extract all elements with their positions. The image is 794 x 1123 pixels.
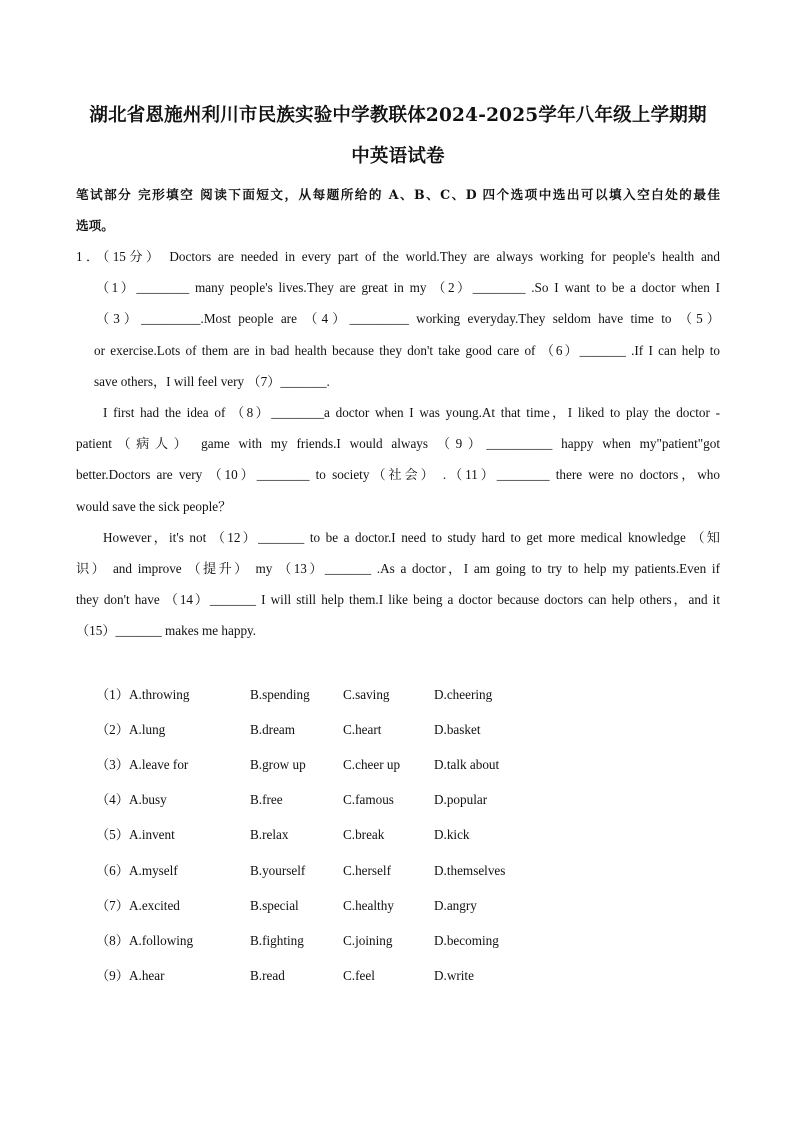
option-b[interactable]: B.fighting (250, 933, 304, 948)
question-number: （6） (96, 863, 129, 878)
option-c[interactable]: C.break (343, 827, 385, 842)
instruction-line-1: 笔试部分 完形填空 阅读下面短文，从每题所给的 A、B、C、D 四个选项中选出可以填入空白处的最佳 (76, 187, 720, 202)
option-d[interactable]: D.kick (434, 827, 470, 842)
option-d[interactable]: D.themselves (434, 863, 506, 878)
passage-line: better.Doctors are very （10）________ to society（社会） .（11）________ there were no doctors，who (76, 467, 720, 483)
option-d[interactable]: D.cheering (434, 687, 493, 702)
question-number: （1） (96, 687, 129, 702)
option-b[interactable]: B.read (250, 968, 285, 983)
passage-line: I first had the idea of （8）________a doctor when I was young.At that time，I liked to play the doctor - (103, 404, 720, 420)
question-number: （4） (96, 792, 129, 807)
passage-line: （15）_______ makes me happy. (76, 623, 257, 639)
option-a[interactable]: A.invent (129, 827, 175, 842)
passage-line: （1）________ many people's lives.They are great in my （2）________ .So I want to be a doctor when I (96, 280, 720, 296)
passage-line: 1．（15分） Doctors are needed in every part of the world.They are always working for people's health and (76, 249, 720, 264)
option-c[interactable]: C.joining (343, 933, 393, 948)
option-b[interactable]: B.spending (250, 687, 310, 702)
option-a[interactable]: A.following (129, 933, 194, 948)
option-c[interactable]: C.feel (343, 968, 375, 983)
option-c[interactable]: C.herself (343, 863, 391, 878)
option-c[interactable]: C.heart (343, 722, 382, 737)
option-b[interactable]: B.grow up (250, 757, 306, 772)
option-c[interactable]: C.famous (343, 792, 394, 807)
passage-line: they don't have （14）_______ I will still help them.I like being a doctor because doctors can help others，and it (76, 592, 720, 608)
option-d[interactable]: D.write (434, 968, 474, 983)
option-d[interactable]: D.talk about (434, 757, 500, 772)
option-a[interactable]: A.excited (129, 898, 180, 913)
option-c[interactable]: C.cheer up (343, 757, 401, 772)
option-a[interactable]: A.lung (129, 722, 166, 737)
option-d[interactable]: D.becoming (434, 933, 499, 948)
option-a[interactable]: A.busy (129, 792, 167, 807)
passage-line: save others，I will feel very （7）_______. (94, 373, 330, 389)
option-b[interactable]: B.relax (250, 827, 289, 842)
passage-line: or exercise.Lots of them are in bad health because they don't take good care of （6）_______ .If I can help to (94, 342, 720, 358)
option-c[interactable]: C.healthy (343, 898, 394, 913)
option-b[interactable]: B.dream (250, 722, 296, 737)
question-number: （8） (96, 933, 129, 948)
option-b[interactable]: B.free (250, 792, 283, 807)
passage-line: （3）_________.Most people are （4）_________ working everyday.They seldom have time to （5） (96, 311, 720, 327)
option-d[interactable]: D.basket (434, 722, 481, 737)
question-number: （5） (96, 827, 129, 842)
option-c[interactable]: C.saving (343, 687, 390, 702)
question-number: （3） (96, 757, 129, 772)
option-a[interactable]: A.hear (129, 968, 165, 983)
passage-line: However，it's not （12）_______ to be a doctor.I need to study hard to get more medical knowledge （知 (103, 529, 720, 545)
question-number: （7） (96, 898, 129, 913)
question-number: （2） (96, 722, 129, 737)
option-a[interactable]: A.myself (129, 863, 178, 878)
passage-line: patient（病人） game with my friends.I would always （9）__________ happy when my"patient"got (76, 436, 720, 452)
option-a[interactable]: A.throwing (129, 687, 190, 702)
instruction-line-2: 选项。 (76, 218, 114, 234)
option-b[interactable]: B.yourself (250, 863, 306, 878)
option-a[interactable]: A.leave for (129, 757, 189, 772)
cloze-passage (76, 241, 720, 646)
exam-title-line-2: 中英语试卷 (351, 146, 445, 167)
exam-title-line-1: 湖北省恩施州利川市民族实验中学教联体2024-2025学年八年级上学期期 (89, 105, 707, 126)
option-b[interactable]: B.special (250, 898, 299, 913)
passage-line: would save the sick people？ (76, 498, 232, 514)
section-instruction (76, 180, 720, 242)
question-number: （9） (96, 968, 129, 983)
option-d[interactable]: D.angry (434, 898, 477, 913)
passage-line: 识） and improve （提升） my （13）_______ .As a doctor，I am going to try to help my patients.Even if (76, 560, 720, 576)
option-d[interactable]: D.popular (434, 792, 488, 807)
